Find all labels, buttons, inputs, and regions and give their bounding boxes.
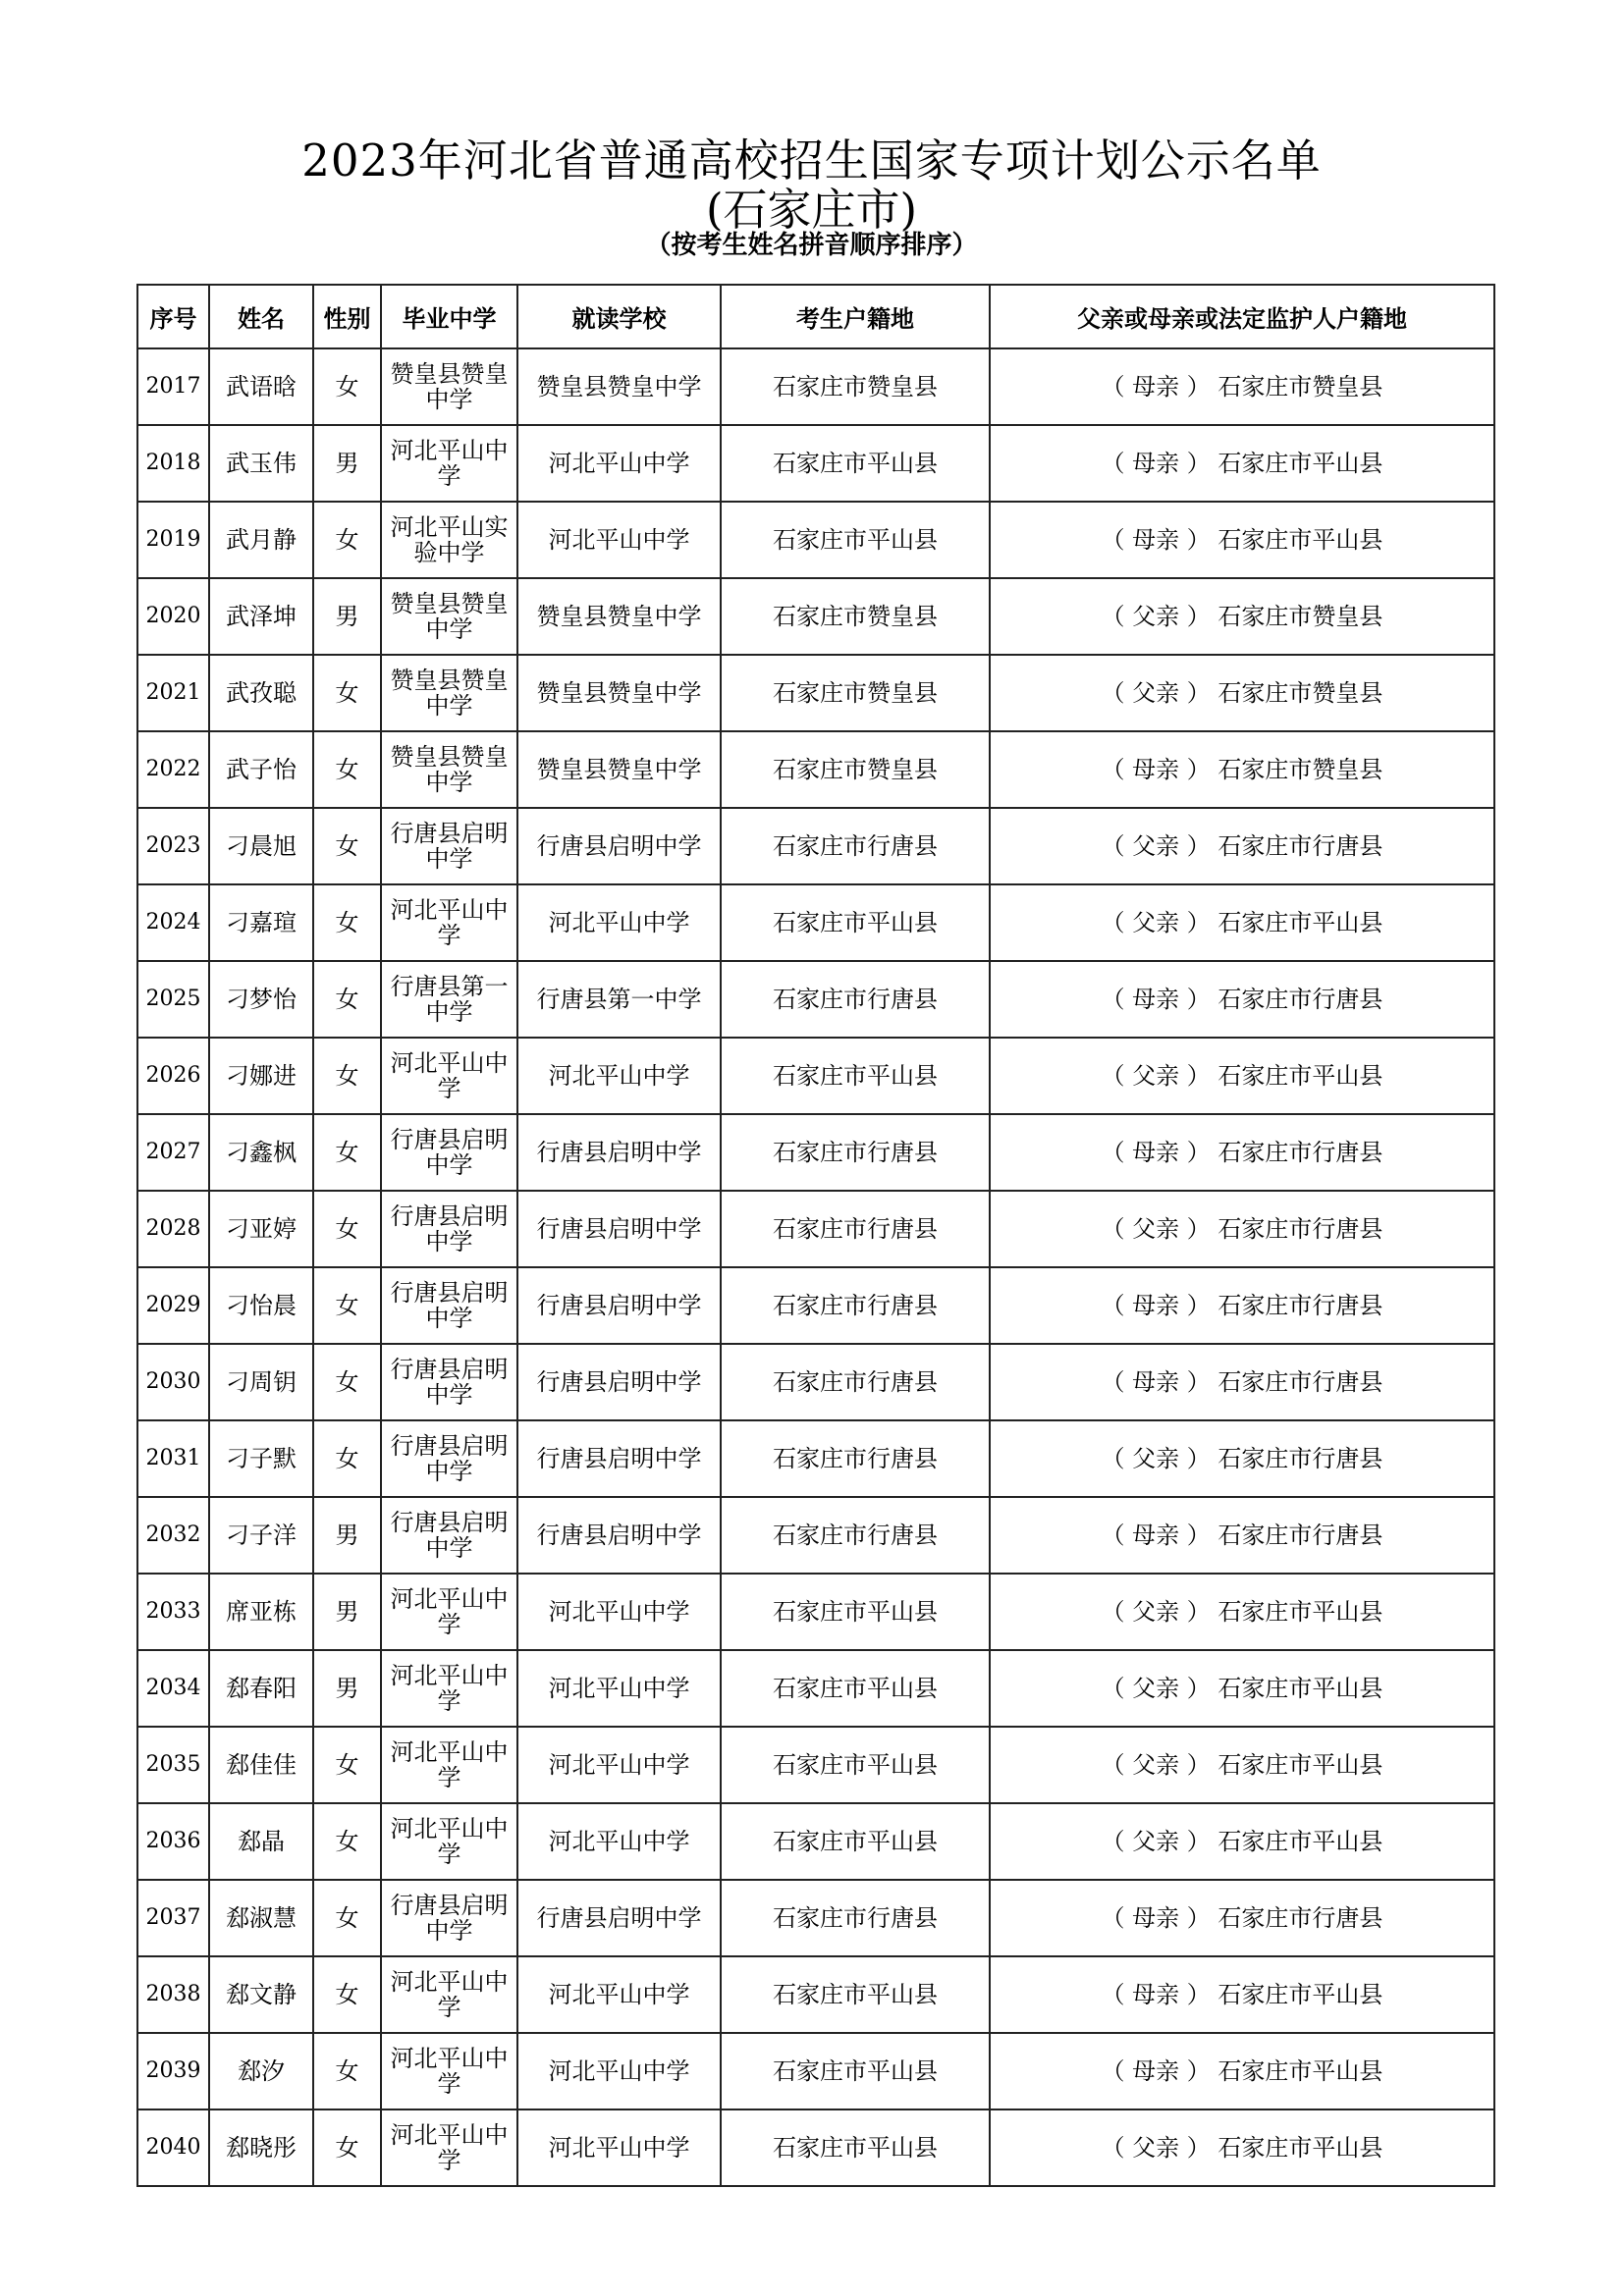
- cell-no: 2039: [137, 2033, 209, 2109]
- cell-name: 武子怡: [209, 731, 313, 808]
- cell-gender: 女: [313, 348, 381, 425]
- cell-residence: 石家庄市行唐县: [721, 808, 990, 884]
- table-row: [137, 502, 1494, 578]
- cell-no: 2028: [137, 1191, 209, 1267]
- cell-parent-residence: （ 母亲 ） 石家庄市行唐县: [990, 1497, 1494, 1574]
- cell-residence: 石家庄市平山县: [721, 1803, 990, 1880]
- cell-current-school: 河北平山中学: [517, 1574, 721, 1650]
- cell-residence: 石家庄市行唐县: [721, 1114, 990, 1191]
- cell-no: 2021: [137, 655, 209, 731]
- student-table: [136, 284, 1495, 2187]
- cell-name: 武语晗: [209, 348, 313, 425]
- cell-current-school: 行唐县启明中学: [517, 808, 721, 884]
- cell-residence: 石家庄市赞皇县: [721, 348, 990, 425]
- cell-residence: 石家庄市平山县: [721, 1650, 990, 1727]
- table-row: [137, 348, 1494, 425]
- cell-grad-school: 行唐县启明中学: [381, 1191, 517, 1267]
- cell-no: 2027: [137, 1114, 209, 1191]
- cell-current-school: 赞皇县赞皇中学: [517, 578, 721, 655]
- cell-grad-school: 河北平山中学: [381, 1956, 517, 2033]
- table-row: [137, 578, 1494, 655]
- cell-gender: 女: [313, 1114, 381, 1191]
- cell-gender: 女: [313, 1267, 381, 1344]
- cell-gender: 女: [313, 1344, 381, 1420]
- cell-gender: 女: [313, 1038, 381, 1114]
- page-title: 2023年河北省普通高校招生国家专项计划公示名单: [301, 134, 1322, 187]
- cell-name: 刁周钥: [209, 1344, 313, 1420]
- page-subtitle: (石家庄市): [705, 184, 918, 236]
- cell-no: 2034: [137, 1650, 209, 1727]
- cell-residence: 石家庄市行唐县: [721, 1191, 990, 1267]
- cell-gender: 女: [313, 731, 381, 808]
- cell-residence: 石家庄市平山县: [721, 2109, 990, 2186]
- table-row: [137, 1344, 1494, 1420]
- table-row: [137, 1497, 1494, 1574]
- cell-no: 2023: [137, 808, 209, 884]
- cell-gender: 男: [313, 578, 381, 655]
- table-row: [137, 2033, 1494, 2109]
- cell-residence: 石家庄市行唐县: [721, 1344, 990, 1420]
- cell-name: 武玉伟: [209, 425, 313, 502]
- cell-residence: 石家庄市平山县: [721, 1574, 990, 1650]
- cell-grad-school: 行唐县启明中学: [381, 1344, 517, 1420]
- cell-parent-residence: （ 父亲 ） 石家庄市平山县: [990, 1574, 1494, 1650]
- cell-current-school: 河北平山中学: [517, 502, 721, 578]
- cell-parent-residence: （ 母亲 ） 石家庄市平山县: [990, 2033, 1494, 2109]
- cell-current-school: 河北平山中学: [517, 1956, 721, 2033]
- cell-name: 刁梦怡: [209, 961, 313, 1038]
- cell-name: 武泽坤: [209, 578, 313, 655]
- sort-note: （按考生姓名拼音顺序排序）: [645, 231, 978, 260]
- cell-gender: 女: [313, 1420, 381, 1497]
- cell-current-school: 行唐县启明中学: [517, 1191, 721, 1267]
- cell-current-school: 赞皇县赞皇中学: [517, 731, 721, 808]
- cell-gender: 女: [313, 1956, 381, 2033]
- cell-gender: 女: [313, 1880, 381, 1956]
- cell-grad-school: 行唐县第一中学: [381, 961, 517, 1038]
- cell-current-school: 行唐县启明中学: [517, 1267, 721, 1344]
- cell-no: 2030: [137, 1344, 209, 1420]
- cell-no: 2025: [137, 961, 209, 1038]
- cell-grad-school: 行唐县启明中学: [381, 1420, 517, 1497]
- cell-no: 2035: [137, 1727, 209, 1803]
- table-row: [137, 731, 1494, 808]
- table-row: [137, 1803, 1494, 1880]
- cell-residence: 石家庄市平山县: [721, 2033, 990, 2109]
- cell-residence: 石家庄市赞皇县: [721, 578, 990, 655]
- cell-gender: 女: [313, 1727, 381, 1803]
- column-header-gender: 性别: [313, 285, 381, 348]
- cell-grad-school: 河北平山中学: [381, 1650, 517, 1727]
- cell-current-school: 行唐县启明中学: [517, 1497, 721, 1574]
- cell-no: 2019: [137, 502, 209, 578]
- cell-grad-school: 赞皇县赞皇中学: [381, 348, 517, 425]
- cell-current-school: 河北平山中学: [517, 1650, 721, 1727]
- cell-grad-school: 河北平山中学: [381, 1803, 517, 1880]
- cell-name: 刁嘉瑄: [209, 884, 313, 961]
- cell-no: 2018: [137, 425, 209, 502]
- cell-name: 郄春阳: [209, 1650, 313, 1727]
- cell-parent-residence: （ 母亲 ） 石家庄市赞皇县: [990, 731, 1494, 808]
- cell-no: 2037: [137, 1880, 209, 1956]
- cell-name: 刁怡晨: [209, 1267, 313, 1344]
- cell-current-school: 行唐县启明中学: [517, 1344, 721, 1420]
- cell-parent-residence: （ 母亲 ） 石家庄市行唐县: [990, 1344, 1494, 1420]
- cell-gender: 女: [313, 1191, 381, 1267]
- cell-current-school: 河北平山中学: [517, 1727, 721, 1803]
- cell-name: 刁子洋: [209, 1497, 313, 1574]
- cell-grad-school: 河北平山中学: [381, 884, 517, 961]
- cell-parent-residence: （ 父亲 ） 石家庄市赞皇县: [990, 578, 1494, 655]
- cell-name: 郄文静: [209, 1956, 313, 2033]
- cell-no: 2032: [137, 1497, 209, 1574]
- cell-grad-school: 行唐县启明中学: [381, 1267, 517, 1344]
- cell-parent-residence: （ 父亲 ） 石家庄市赞皇县: [990, 655, 1494, 731]
- cell-parent-residence: （ 母亲 ） 石家庄市行唐县: [990, 961, 1494, 1038]
- cell-grad-school: 赞皇县赞皇中学: [381, 655, 517, 731]
- cell-gender: 女: [313, 502, 381, 578]
- cell-name: 武月静: [209, 502, 313, 578]
- cell-gender: 女: [313, 655, 381, 731]
- cell-current-school: 赞皇县赞皇中学: [517, 348, 721, 425]
- cell-gender: 女: [313, 2033, 381, 2109]
- cell-parent-residence: （ 父亲 ） 石家庄市行唐县: [990, 808, 1494, 884]
- cell-name: 刁晨旭: [209, 808, 313, 884]
- column-header-residence: 考生户籍地: [721, 285, 990, 348]
- cell-no: 2026: [137, 1038, 209, 1114]
- cell-grad-school: 河北平山中学: [381, 2033, 517, 2109]
- cell-residence: 石家庄市赞皇县: [721, 731, 990, 808]
- cell-residence: 石家庄市平山县: [721, 884, 990, 961]
- cell-gender: 女: [313, 961, 381, 1038]
- cell-no: 2020: [137, 578, 209, 655]
- cell-no: 2033: [137, 1574, 209, 1650]
- table-row: [137, 655, 1494, 731]
- cell-parent-residence: （ 母亲 ） 石家庄市平山县: [990, 502, 1494, 578]
- cell-name: 郄淑慧: [209, 1880, 313, 1956]
- table-row: [137, 1191, 1494, 1267]
- column-header-grad-school: 毕业中学: [381, 285, 517, 348]
- cell-residence: 石家庄市行唐县: [721, 1267, 990, 1344]
- cell-no: 2036: [137, 1803, 209, 1880]
- cell-parent-residence: （ 母亲 ） 石家庄市行唐县: [990, 1114, 1494, 1191]
- cell-grad-school: 行唐县启明中学: [381, 808, 517, 884]
- cell-gender: 女: [313, 2109, 381, 2186]
- table-row: [137, 1727, 1494, 1803]
- table-row: [137, 1956, 1494, 2033]
- cell-gender: 男: [313, 1650, 381, 1727]
- table-row: [137, 425, 1494, 502]
- cell-no: 2017: [137, 348, 209, 425]
- cell-name: 席亚栋: [209, 1574, 313, 1650]
- cell-no: 2029: [137, 1267, 209, 1344]
- cell-current-school: 行唐县启明中学: [517, 1880, 721, 1956]
- column-header-parent-residence: 父亲或母亲或法定监护人户籍地: [990, 285, 1494, 348]
- cell-gender: 女: [313, 1803, 381, 1880]
- cell-name: 刁亚婷: [209, 1191, 313, 1267]
- cell-grad-school: 河北平山中学: [381, 2109, 517, 2186]
- cell-residence: 石家庄市行唐县: [721, 1420, 990, 1497]
- cell-name: 郄晓彤: [209, 2109, 313, 2186]
- cell-no: 2038: [137, 1956, 209, 2033]
- cell-grad-school: 河北平山中学: [381, 1727, 517, 1803]
- cell-grad-school: 行唐县启明中学: [381, 1114, 517, 1191]
- cell-grad-school: 河北平山中学: [381, 1574, 517, 1650]
- table-row: [137, 884, 1494, 961]
- cell-no: 2040: [137, 2109, 209, 2186]
- cell-residence: 石家庄市行唐县: [721, 961, 990, 1038]
- cell-residence: 石家庄市平山县: [721, 1956, 990, 2033]
- cell-grad-school: 河北平山实验中学: [381, 502, 517, 578]
- cell-parent-residence: （ 母亲 ） 石家庄市行唐县: [990, 1267, 1494, 1344]
- cell-gender: 男: [313, 1574, 381, 1650]
- table-row: [137, 1114, 1494, 1191]
- table-row: [137, 1650, 1494, 1727]
- table-row: [137, 808, 1494, 884]
- cell-name: 郄佳佳: [209, 1727, 313, 1803]
- cell-name: 武孜聪: [209, 655, 313, 731]
- cell-grad-school: 赞皇县赞皇中学: [381, 731, 517, 808]
- cell-grad-school: 行唐县启明中学: [381, 1880, 517, 1956]
- cell-parent-residence: （ 母亲 ） 石家庄市平山县: [990, 425, 1494, 502]
- cell-current-school: 行唐县启明中学: [517, 1114, 721, 1191]
- cell-residence: 石家庄市行唐县: [721, 1497, 990, 1574]
- cell-residence: 石家庄市平山县: [721, 425, 990, 502]
- cell-grad-school: 行唐县启明中学: [381, 1497, 517, 1574]
- cell-grad-school: 河北平山中学: [381, 425, 517, 502]
- cell-residence: 石家庄市赞皇县: [721, 655, 990, 731]
- cell-current-school: 河北平山中学: [517, 884, 721, 961]
- cell-residence: 石家庄市行唐县: [721, 1880, 990, 1956]
- table-row: [137, 1267, 1494, 1344]
- table-row: [137, 2109, 1494, 2186]
- cell-name: 刁娜进: [209, 1038, 313, 1114]
- cell-current-school: 行唐县第一中学: [517, 961, 721, 1038]
- table-header-row: [137, 285, 1494, 348]
- cell-grad-school: 赞皇县赞皇中学: [381, 578, 517, 655]
- cell-parent-residence: （ 母亲 ） 石家庄市平山县: [990, 1956, 1494, 2033]
- cell-gender: 女: [313, 808, 381, 884]
- cell-name: 郄汐: [209, 2033, 313, 2109]
- cell-current-school: 行唐县启明中学: [517, 1420, 721, 1497]
- cell-residence: 石家庄市平山县: [721, 1727, 990, 1803]
- cell-name: 郄晶: [209, 1803, 313, 1880]
- cell-parent-residence: （ 父亲 ） 石家庄市平山县: [990, 2109, 1494, 2186]
- cell-parent-residence: （ 父亲 ） 石家庄市平山县: [990, 1038, 1494, 1114]
- column-header-no: 序号: [137, 285, 209, 348]
- column-header-name: 姓名: [209, 285, 313, 348]
- cell-parent-residence: （ 父亲 ） 石家庄市行唐县: [990, 1191, 1494, 1267]
- column-header-current-school: 就读学校: [517, 285, 721, 348]
- cell-current-school: 河北平山中学: [517, 1803, 721, 1880]
- cell-no: 2024: [137, 884, 209, 961]
- table-row: [137, 1038, 1494, 1114]
- cell-grad-school: 河北平山中学: [381, 1038, 517, 1114]
- cell-current-school: 赞皇县赞皇中学: [517, 655, 721, 731]
- table-row: [137, 1880, 1494, 1956]
- cell-parent-residence: （ 父亲 ） 石家庄市平山县: [990, 884, 1494, 961]
- cell-parent-residence: （ 父亲 ） 石家庄市行唐县: [990, 1420, 1494, 1497]
- table-body: [137, 348, 1494, 2186]
- cell-parent-residence: （ 母亲 ） 石家庄市行唐县: [990, 1880, 1494, 1956]
- cell-residence: 石家庄市平山县: [721, 502, 990, 578]
- cell-no: 2022: [137, 731, 209, 808]
- cell-gender: 女: [313, 884, 381, 961]
- table-row: [137, 1574, 1494, 1650]
- cell-current-school: 河北平山中学: [517, 2033, 721, 2109]
- cell-current-school: 河北平山中学: [517, 2109, 721, 2186]
- cell-parent-residence: （ 母亲 ） 石家庄市赞皇县: [990, 348, 1494, 425]
- table-row: [137, 1420, 1494, 1497]
- cell-parent-residence: （ 父亲 ） 石家庄市平山县: [990, 1650, 1494, 1727]
- cell-gender: 男: [313, 425, 381, 502]
- table-row: [137, 961, 1494, 1038]
- cell-parent-residence: （ 父亲 ） 石家庄市平山县: [990, 1803, 1494, 1880]
- cell-current-school: 河北平山中学: [517, 425, 721, 502]
- cell-parent-residence: （ 父亲 ） 石家庄市平山县: [990, 1727, 1494, 1803]
- cell-current-school: 河北平山中学: [517, 1038, 721, 1114]
- cell-gender: 男: [313, 1497, 381, 1574]
- cell-no: 2031: [137, 1420, 209, 1497]
- cell-residence: 石家庄市平山县: [721, 1038, 990, 1114]
- cell-name: 刁鑫枫: [209, 1114, 313, 1191]
- cell-name: 刁子默: [209, 1420, 313, 1497]
